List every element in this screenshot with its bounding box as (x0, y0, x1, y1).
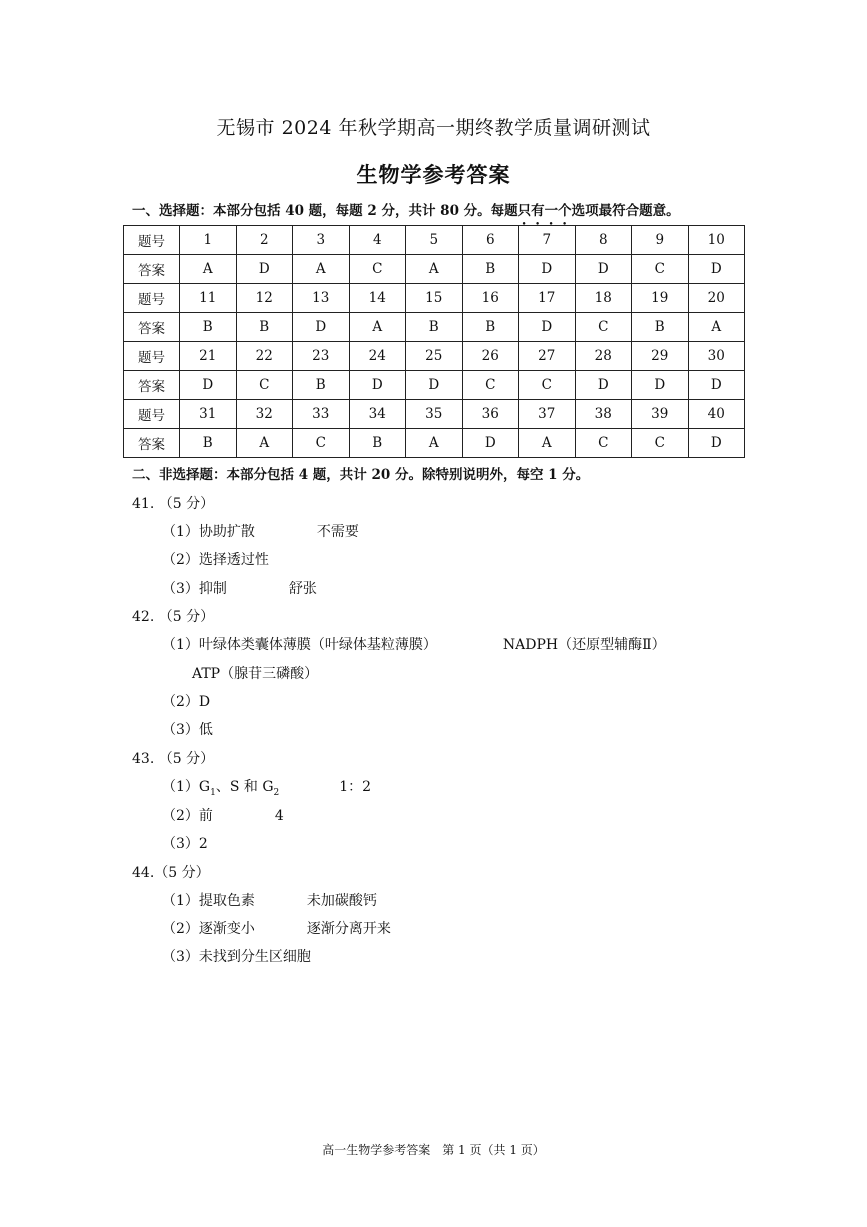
q44-answer-1a: （1）提取色素 (162, 893, 255, 909)
answer-cell: D (632, 371, 689, 400)
q43-answer-1-sub1: 1 (210, 787, 216, 798)
q41-answer-1a: （1）协助扩散 (162, 524, 255, 540)
answer-cell: B (180, 313, 237, 342)
question-number-cell: 16 (462, 284, 519, 313)
answer-cell: D (519, 255, 576, 284)
q43-answer-1-mid: 、S 和 G (215, 779, 274, 795)
q42-answer-1c: ATP（腺苷三磷酸） (192, 666, 319, 682)
answer-cell: D (462, 429, 519, 458)
question-number-cell: 24 (349, 342, 406, 371)
answer-row-label: 答案 (124, 313, 180, 342)
question-number-cell: 39 (632, 400, 689, 429)
q41-answer-1 (162, 521, 359, 541)
question-number-cell: 34 (349, 400, 406, 429)
answer-cell: D (349, 371, 406, 400)
q44-answer-1 (162, 890, 377, 910)
question-number-cell: 32 (236, 400, 293, 429)
answer-cell: B (293, 371, 350, 400)
answer-cell: C (349, 255, 406, 284)
answer-cell: A (293, 255, 350, 284)
page-footer: 高一生物学参考答案 第 1 页（共 1 页） (322, 1143, 545, 1157)
question-number-cell: 29 (632, 342, 689, 371)
section-1-heading (132, 199, 680, 228)
q44-answer-2 (162, 918, 391, 938)
answer-cell: C (293, 429, 350, 458)
q44-answer-2b: 逐渐分离开来 (306, 921, 391, 937)
answer-cell: B (236, 313, 293, 342)
answer-cell: D (236, 255, 293, 284)
answer-cell: D (575, 371, 632, 400)
q42-answer-1 (162, 634, 666, 654)
question-number-cell: 28 (575, 342, 632, 371)
answer-cell: C (632, 255, 689, 284)
question-number-row (124, 226, 745, 255)
answer-row-label: 答案 (124, 429, 180, 458)
page-subtitle: 生物学参考答案 (356, 162, 511, 187)
answer-cell: D (406, 371, 463, 400)
answer-cell: A (519, 429, 576, 458)
question-number-cell: 40 (688, 400, 745, 429)
answer-cell: D (688, 371, 745, 400)
answer-cell: C (519, 371, 576, 400)
answer-cell: A (236, 429, 293, 458)
answer-row (124, 429, 745, 458)
question-number-cell: 17 (519, 284, 576, 313)
q44-answer-2a: （2）逐渐变小 (162, 921, 255, 937)
answer-cell: C (632, 429, 689, 458)
section-1-prefix: 一、选择题：本部分包括 40 题，每题 2 分，共计 80 分。每题 (132, 203, 518, 219)
page-title: 无锡市 2024 年秋学期高一期终教学质量调研测试 (216, 117, 651, 139)
question-number-row-label: 题号 (124, 226, 180, 255)
q42-answer-1b: NADPH（还原型辅酶Ⅱ） (502, 637, 666, 653)
q41-answer-1b: 不需要 (316, 524, 359, 540)
answer-cell: C (462, 371, 519, 400)
q43-answer-2 (162, 805, 284, 825)
question-number-cell: 27 (519, 342, 576, 371)
answer-cell: A (180, 255, 237, 284)
q44-answer-3: （3）未找到分生区细胞 (162, 949, 311, 965)
question-number-cell: 4 (349, 226, 406, 255)
q43-answer-1-sub2: 2 (273, 787, 280, 798)
question-number-cell: 35 (406, 400, 463, 429)
question-number-cell: 18 (575, 284, 632, 313)
answer-cell: A (406, 429, 463, 458)
question-number-cell: 38 (575, 400, 632, 429)
q42-answer-1a: （1）叶绿体类囊体薄膜（叶绿体基粒薄膜） (162, 637, 437, 653)
answer-cell: D (688, 429, 745, 458)
question-number-row (124, 342, 745, 371)
answer-row-label: 答案 (124, 255, 180, 284)
question-number-cell: 30 (688, 342, 745, 371)
q43-answer-1b: 1：2 (339, 779, 372, 795)
question-number-cell: 37 (519, 400, 576, 429)
answer-cell: D (180, 371, 237, 400)
question-number-cell: 9 (632, 226, 689, 255)
answer-cell: C (236, 371, 293, 400)
question-number-cell: 25 (406, 342, 463, 371)
question-number-cell: 14 (349, 284, 406, 313)
answer-cell: A (406, 255, 463, 284)
q43-answer-1 (162, 776, 371, 798)
question-number-row (124, 400, 745, 429)
answer-cell: B (462, 255, 519, 284)
question-number-cell: 6 (462, 226, 519, 255)
answer-cell: B (406, 313, 463, 342)
answer-row (124, 313, 745, 342)
question-number-cell: 1 (180, 226, 237, 255)
question-number-row (124, 284, 745, 313)
q41-answer-3a: （3）抑制 (162, 581, 227, 597)
q44-heading: 44.（5 分） (132, 865, 210, 881)
question-number-cell: 5 (406, 226, 463, 255)
q43-answer-1-prefix: （1）G (162, 779, 211, 795)
answer-cell: B (180, 429, 237, 458)
question-number-cell: 8 (575, 226, 632, 255)
question-number-cell: 2 (236, 226, 293, 255)
q42-answer-2: （2）D (162, 694, 211, 710)
q43-answer-3: （3）2 (162, 836, 208, 852)
question-number-cell: 23 (293, 342, 350, 371)
section-1-suffix: 选项最符合题意。 (571, 203, 680, 219)
question-number-cell: 21 (180, 342, 237, 371)
question-number-cell: 20 (688, 284, 745, 313)
answer-cell: A (349, 313, 406, 342)
question-number-row-label: 题号 (124, 342, 180, 371)
answer-cell: C (575, 429, 632, 458)
answer-cell: B (462, 313, 519, 342)
question-number-cell: 11 (180, 284, 237, 313)
q42-answer-3: （3）低 (162, 722, 213, 738)
q42-heading: 42. （5 分） (132, 609, 215, 625)
q43-answer-2b: 4 (274, 808, 284, 824)
answer-row (124, 255, 745, 284)
question-number-cell: 31 (180, 400, 237, 429)
answer-cell: B (349, 429, 406, 458)
question-number-cell: 26 (462, 342, 519, 371)
question-number-cell: 3 (293, 226, 350, 255)
answer-cell: B (632, 313, 689, 342)
question-number-cell: 12 (236, 284, 293, 313)
question-number-cell: 15 (406, 284, 463, 313)
question-number-cell: 13 (293, 284, 350, 313)
answer-cell: C (575, 313, 632, 342)
question-number-cell: 36 (462, 400, 519, 429)
q41-heading: 41. （5 分） (132, 496, 215, 512)
question-number-row-label: 题号 (124, 284, 180, 313)
answer-row-label: 答案 (124, 371, 180, 400)
question-number-row-label: 题号 (124, 400, 180, 429)
q44-answer-1b: 未加碳酸钙 (306, 893, 377, 909)
answer-cell: A (688, 313, 745, 342)
answer-cell: D (293, 313, 350, 342)
question-number-cell: 33 (293, 400, 350, 429)
section-2-heading: 二、非选择题：本部分包括 4 题，共计 20 分。除特别说明外，每空 1 分。 (132, 467, 590, 483)
q41-answer-3b: 舒张 (288, 581, 317, 597)
question-number-cell: 19 (632, 284, 689, 313)
question-number-cell: 7 (519, 226, 576, 255)
answer-row (124, 371, 745, 400)
q41-answer-3 (162, 578, 317, 598)
q41-answer-2: （2）选择透过性 (162, 552, 269, 568)
question-number-cell: 22 (236, 342, 293, 371)
answer-table (123, 225, 745, 458)
question-number-cell: 10 (688, 226, 745, 255)
answer-cell: D (519, 313, 576, 342)
answer-cell: D (575, 255, 632, 284)
answer-cell: D (688, 255, 745, 284)
q43-answer-2a: （2）前 (162, 808, 213, 824)
section-1-emphasis: 只有一个 (517, 203, 572, 219)
q43-heading: 43. （5 分） (132, 751, 215, 767)
